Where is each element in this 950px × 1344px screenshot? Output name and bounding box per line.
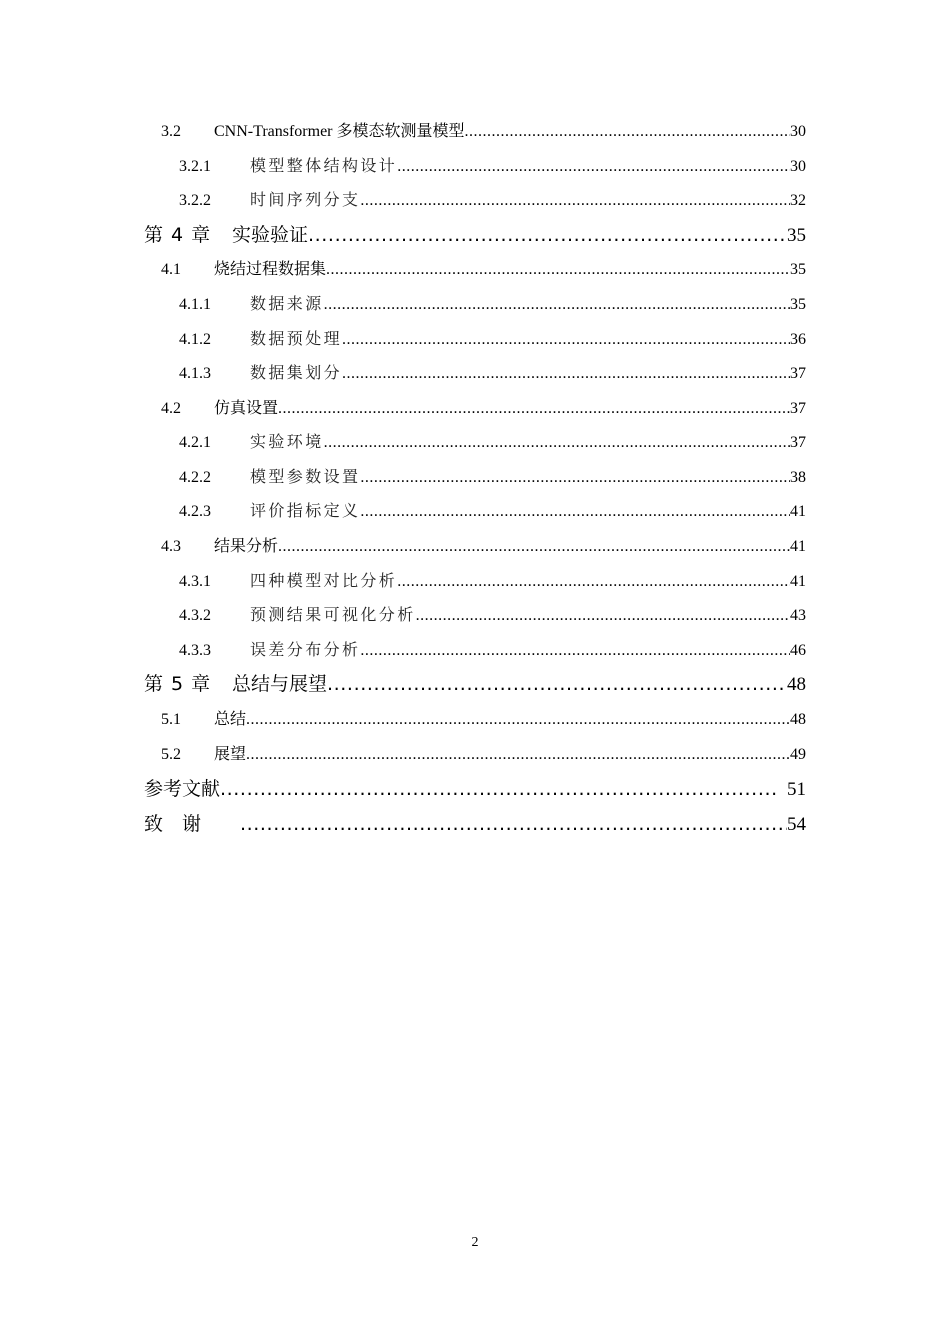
toc-title: 总结与展望	[232, 673, 328, 695]
toc-leader	[246, 711, 790, 729]
toc-entry[interactable]	[179, 291, 806, 314]
toc-title: 参考文献	[144, 778, 221, 800]
toc-entry[interactable]	[179, 568, 806, 591]
toc-page-number: 37	[790, 365, 806, 382]
toc-entry[interactable]	[161, 533, 806, 556]
toc-leader	[324, 296, 790, 314]
toc-entry[interactable]	[179, 637, 806, 660]
toc-title: 致 谢	[144, 813, 202, 835]
toc-leader	[416, 607, 790, 625]
toc-title: 时间序列分支	[250, 192, 361, 209]
toc-title: 仿真设置	[214, 400, 279, 417]
toc-chapter-entry[interactable]	[144, 669, 806, 696]
toc-page-number: 54	[787, 814, 806, 835]
toc-title: 误差分布分析	[250, 642, 361, 659]
toc-page-number: 37	[790, 434, 806, 451]
toc-page-number: 49	[790, 746, 806, 763]
toc-entry[interactable]	[179, 602, 806, 625]
toc-page-number: 35	[790, 296, 806, 313]
toc-title: 展望	[214, 746, 247, 763]
toc-title: 四种模型对比分析	[250, 573, 398, 590]
toc-number: 4.1.2	[179, 331, 211, 348]
toc-entry[interactable]	[161, 118, 806, 141]
toc-number: 4.2.1	[179, 434, 211, 451]
toc-title: 结果分析	[214, 538, 279, 555]
toc-entry[interactable]	[179, 429, 806, 452]
toc-chapter-entry[interactable]	[144, 220, 806, 247]
toc-number: 4.3.2	[179, 607, 211, 624]
toc-number: 4.2.3	[179, 503, 211, 520]
toc-leader	[397, 573, 790, 591]
toc-number: 4.2.2	[179, 469, 211, 486]
toc-number: 3.2.1	[179, 158, 211, 175]
toc-chapter-number: 第 4 章	[144, 224, 212, 246]
toc-title: CNN-Transformer 多模态软测量模型	[214, 123, 465, 140]
toc-number: 4.3.3	[179, 642, 211, 659]
toc-leader	[278, 538, 790, 556]
toc-acknowledgements-entry[interactable]	[144, 809, 806, 836]
toc-leader	[397, 158, 790, 176]
toc-leader	[278, 400, 790, 418]
toc-page-number: 43	[790, 607, 806, 624]
toc-page-number: 36	[790, 331, 806, 348]
toc-title: 数据来源	[250, 296, 324, 313]
toc-entry[interactable]	[161, 395, 806, 418]
toc-page-number: 48	[787, 674, 806, 695]
toc-title: 预测结果可视化分析	[250, 607, 416, 624]
toc-title: 评价指标定义	[250, 503, 361, 520]
toc-leader	[360, 192, 790, 210]
toc-page-number: 48	[790, 711, 806, 728]
toc-number: 4.3	[161, 538, 181, 555]
toc-page-number: 32	[790, 192, 806, 209]
toc-leader	[324, 434, 790, 452]
toc-leader	[326, 261, 790, 279]
toc-number: 5.1	[161, 711, 181, 728]
toc-entry[interactable]	[161, 706, 806, 729]
toc-page-number: 30	[790, 158, 806, 175]
toc-leader	[246, 746, 790, 764]
toc-leader	[465, 123, 790, 141]
toc-title: 实验验证	[232, 224, 309, 246]
toc-title: 模型整体结构设计	[250, 158, 398, 175]
toc-leader	[220, 778, 779, 800]
toc-number: 4.1	[161, 261, 181, 278]
toc-number: 3.2	[161, 123, 181, 140]
toc-page-number: 46	[790, 642, 806, 659]
toc-entry[interactable]	[161, 741, 806, 764]
toc-references-entry[interactable]	[144, 774, 806, 801]
page-footer-number: 2	[471, 1235, 479, 1250]
toc-leader	[360, 642, 790, 660]
toc-number: 4.1.3	[179, 365, 211, 382]
toc-entry[interactable]	[179, 153, 806, 176]
toc-entry[interactable]	[179, 326, 806, 349]
toc-entry[interactable]	[161, 256, 806, 279]
toc-title: 烧结过程数据集	[214, 261, 327, 278]
toc-number: 5.2	[161, 746, 181, 763]
toc-title: 模型参数设置	[250, 469, 361, 486]
toc-title: 总结	[214, 711, 247, 728]
toc-leader	[308, 224, 787, 246]
toc-leader	[342, 331, 790, 349]
toc-page-number: 30	[790, 123, 806, 140]
toc-entry[interactable]	[179, 360, 806, 383]
toc-leader	[327, 673, 787, 695]
toc-number: 4.2	[161, 400, 181, 417]
toc-page-number: 38	[790, 469, 806, 486]
toc-title: 数据集划分	[250, 365, 343, 382]
toc-entry[interactable]	[179, 464, 806, 487]
toc-page-number: 35	[787, 225, 806, 246]
toc-leader	[360, 469, 790, 487]
toc-page-number: 41	[790, 503, 806, 520]
toc-entry[interactable]	[179, 498, 806, 521]
toc-page-number: 41	[790, 573, 806, 590]
toc-page-number: 41	[790, 538, 806, 555]
toc-page-number: 37	[790, 400, 806, 417]
toc-number: 3.2.2	[179, 192, 211, 209]
toc-leader	[342, 365, 790, 383]
toc-number: 4.1.1	[179, 296, 211, 313]
toc-entry[interactable]	[179, 187, 806, 210]
toc-title: 实验环境	[250, 434, 324, 451]
toc-number: 4.3.1	[179, 573, 211, 590]
toc-leader	[360, 503, 790, 521]
toc-page-number: 35	[790, 261, 806, 278]
toc-title: 数据预处理	[250, 331, 343, 348]
toc-chapter-number: 第 5 章	[144, 673, 212, 695]
toc-page-number: 51	[787, 779, 806, 800]
toc-leader	[240, 813, 787, 835]
